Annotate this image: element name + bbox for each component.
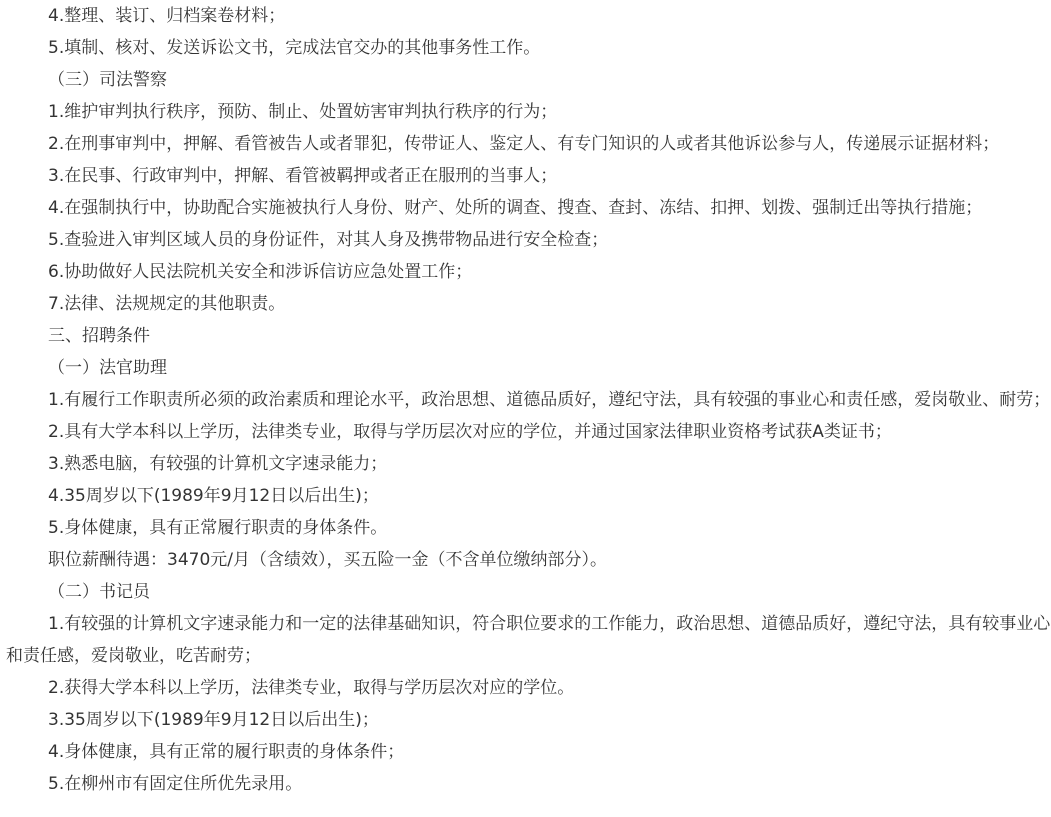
paragraph: 2.在刑事审判中，押解、看管被告人或者罪犯，传带证人、鉴定人、有专门知识的人或者其他诉讼参与人，传递展示证据材料； — [48, 134, 1000, 154]
paragraph: 1.有较强的计算机文字速录能力和一定的法律基础知识，符合职位要求的工作能力，政治思想、道德品质好，遵纪守法，具有较事业心和责任感，爱岗敬业，吃苦耐劳； — [6, 614, 1051, 666]
paragraph: 2.获得大学本科以上学历，法律类专业，取得与学历层次对应的学位。 — [48, 678, 575, 698]
paragraph: 1.维护审判执行秩序，预防、制止、处置妨害审判执行秩序的行为； — [48, 102, 558, 122]
paragraph: 5.在柳州市有固定住所优先录用。 — [48, 774, 303, 794]
paragraph: 4.身体健康，具有正常的履行职责的身体条件； — [48, 742, 405, 762]
paragraph: 3.在民事、行政审判中，押解、看管被羁押或者正在服刑的当事人； — [48, 166, 558, 186]
paragraph: 2.具有大学本科以上学历，法律类专业，取得与学历层次对应的学位，并通过国家法律职业资格考试获A类证书； — [48, 422, 892, 442]
section-heading: 三、招聘条件 — [48, 326, 150, 346]
section-subheading: （一）法官助理 — [48, 358, 167, 378]
paragraph: 6.协助做好人民法院机关安全和涉诉信访应急处置工作； — [48, 262, 473, 282]
paragraph: 5.填制、核对、发送诉讼文书，完成法官交办的其他事务性工作。 — [48, 38, 541, 58]
paragraph: 5.身体健康，具有正常履行职责的身体条件。 — [48, 518, 388, 538]
paragraph: 4.在强制执行中，协助配合实施被执行人身份、财产、处所的调查、搜查、查封、冻结、扣押、划拨、强制迁出等执行措施； — [48, 198, 983, 218]
paragraph: 1.有履行工作职责所必须的政治素质和理论水平，政治思想、道德品质好，遵纪守法，具有较强的事业心和责任感，爱岗敬业、耐劳； — [48, 390, 1051, 410]
paragraph: 5.查验进入审判区域人员的身份证件，对其人身及携带物品进行安全检查； — [48, 230, 609, 250]
paragraph: 4.整理、装订、归档案卷材料； — [48, 6, 286, 26]
salary-line: 职位薪酬待遇：3470元/月（含绩效），买五险一金（不含单位缴纳部分）。 — [48, 550, 607, 570]
section-subheading: （三）司法警察 — [48, 70, 167, 90]
paragraph: 3.熟悉电脑，有较强的计算机文字速录能力； — [48, 454, 388, 474]
section-subheading: （二）书记员 — [48, 582, 150, 602]
paragraph: 7.法律、法规规定的其他职责。 — [48, 294, 286, 314]
paragraph: 4.35周岁以下(1989年9月12日以后出生)； — [48, 486, 379, 506]
paragraph: 3.35周岁以下(1989年9月12日以后出生)； — [48, 710, 379, 730]
